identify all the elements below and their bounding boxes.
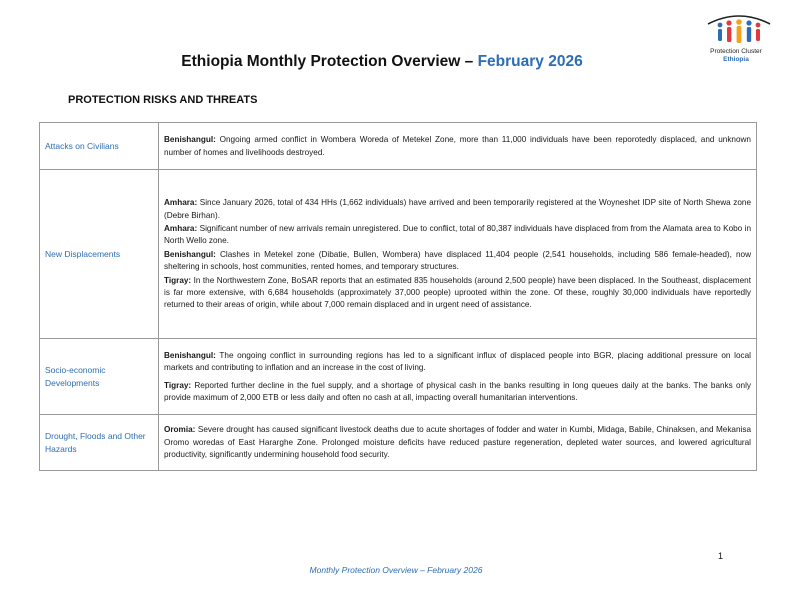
people-figures-logo-icon bbox=[704, 12, 774, 46]
row-description bbox=[159, 339, 757, 415]
table-row bbox=[40, 123, 757, 170]
entry-text: The ongoing conflict in surrounding regions has led to a significant influx of displaced people into BGR, placing additional pressure on local markets and contributing to inflation and an increase in the cost of living. bbox=[164, 350, 751, 373]
entry-text: In the Northwestern Zone, BoSAR reports that an estimated 835 households (around 2,500 people) have been displaced. In the Southeast, displacement is far more extensive, with 6,684 households (approximately 37,000 people) uprooted within the zone. Of these, roughly 30,000 individuals have reportedly returned to their areas of origin, while about 7,000 remain displaced and in urgent need of assistance. bbox=[164, 275, 751, 310]
row-category: Drought, Floods and Other Hazards bbox=[40, 415, 159, 471]
entry-text: Since January 2026, total of 434 HHs (1,662 individuals) have arrived and been temporarily registered at the Woyneshet IDP site of North Shewa zone (Debre Birhan). bbox=[164, 198, 751, 220]
entry-region: Amhara: bbox=[164, 198, 198, 208]
row-category: Socio-economic Developments bbox=[40, 339, 159, 415]
table-row bbox=[40, 339, 757, 415]
entry bbox=[164, 249, 751, 274]
entry-region: Benishangul: bbox=[164, 135, 216, 145]
entry-region: Oromia: bbox=[164, 425, 196, 435]
row-description bbox=[159, 170, 757, 339]
entry-text: Severe drought has caused significant livestock deaths due to acute shortages of fodder and water in Kumbi, Midaga, Babile, Chinaksen, and Mekanisa Oromo woredas of East Hararghe Zone. Prolonged moisture deficits have reduced pasture regeneration, depleted water sources, and lowered agricultural productivity, significantly undermining household food security. bbox=[164, 425, 751, 460]
row-description bbox=[159, 415, 757, 471]
logo-country: Ethiopia bbox=[723, 56, 749, 63]
entry-text: Significant number of new arrivals remain unregistered. Due to conflict, total of 80,387 individuals have displaced from from the Alamata area to Kobo in North Wello zone. bbox=[164, 223, 751, 246]
table-row bbox=[40, 415, 757, 471]
entry-text: Reported further decline in the fuel supply, and a shortage of physical cash in the banks resulting in long queues daily at the banks. The banks only provide maximum of 2,000 ETB or less daily and often no cash at all, impacting overall humanitarian interventions. bbox=[164, 380, 751, 402]
page-title bbox=[0, 53, 764, 71]
logo-label: Protection Cluster bbox=[710, 48, 762, 55]
page-footer: Monthly Protection Overview – February 2026 bbox=[309, 565, 483, 575]
title-main: Ethiopia Monthly Protection Overview – bbox=[181, 53, 478, 70]
entry bbox=[164, 350, 751, 375]
entry bbox=[164, 223, 751, 248]
entry-text: Clashes in Metekel zone (Dibatie, Bullen, Wombera) have displaced 11,404 people (2,541 households, including 586 female-headed), now sheltering in schools, host communities, rented homes, and temporary structures. bbox=[164, 249, 751, 272]
entry-region: Tigray: bbox=[164, 275, 192, 285]
title-period: February 2026 bbox=[477, 53, 583, 70]
entry-region: Benishangul: bbox=[164, 249, 216, 259]
entry bbox=[164, 197, 751, 222]
row-category: New Displacements bbox=[40, 170, 159, 339]
entry-region: Benishangul: bbox=[164, 350, 216, 360]
entry bbox=[164, 424, 751, 461]
entry bbox=[164, 275, 751, 312]
entry-region: Tigray: bbox=[164, 380, 192, 390]
table-row bbox=[40, 170, 757, 339]
section-heading: PROTECTION RISKS AND THREATS bbox=[68, 94, 258, 106]
entry bbox=[164, 380, 751, 405]
row-category: Attacks on Civilians bbox=[40, 123, 159, 170]
entry-region: Amhara: bbox=[164, 223, 198, 233]
entry bbox=[164, 134, 751, 159]
page-number: 1 bbox=[718, 551, 724, 561]
row-description bbox=[159, 123, 757, 170]
protection-risks-table bbox=[39, 122, 757, 471]
entry-text: Ongoing armed conflict in Wombera Woreda of Metekel Zone, more than 11,000 individuals have been reporotedly displaced, and unknown number of homes and livelihoods destroyed. bbox=[164, 135, 751, 157]
